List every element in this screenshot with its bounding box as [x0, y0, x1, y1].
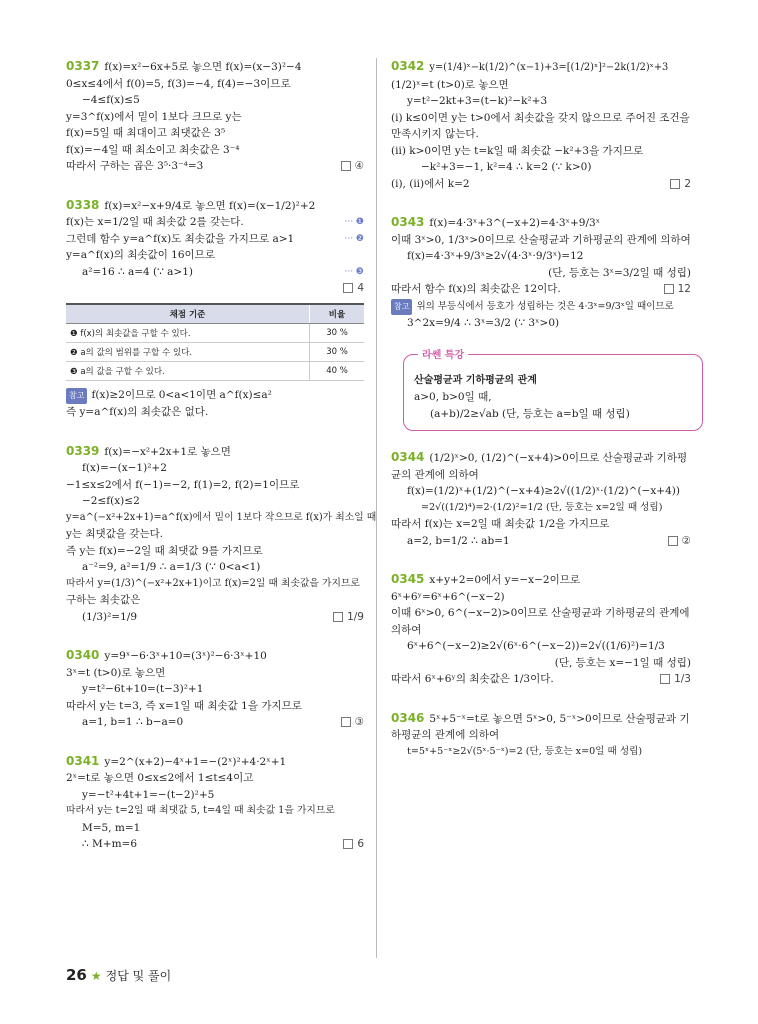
solution-line: 따라서 구하는 곱은 3⁵·3⁻⁴=3	[66, 160, 204, 172]
grading-ratio: 30 %	[310, 323, 365, 342]
solution-line: (i) k≤0이면 y는 t>0에서 최솟값을 갖지 않으므로 주어진 조건을 만족시키지 않는다.	[391, 111, 690, 140]
grading-criteria: ❷ a의 값의 범위를 구할 수 있다.	[66, 342, 310, 361]
answer-value: 6	[357, 838, 364, 850]
solution-line: f(x)=−4일 때 최소이고 최솟값은 3⁻⁴	[66, 143, 240, 156]
tip-line: (a+b)/2≥√ab (단, 등호는 a=b일 때 성립)	[430, 407, 630, 420]
answer-label	[343, 280, 364, 297]
solution-line: 이때 3ˣ>0, 1/3ˣ>0이므로 산술평균과 기하평균의 관계에 의하여	[391, 233, 691, 246]
tip-heading: 산술평균과 기하평균의 관계	[414, 374, 537, 386]
problem-0343	[391, 214, 691, 332]
star-icon: ★	[90, 969, 102, 983]
answer-box-icon	[668, 536, 678, 546]
answer-box-icon	[333, 612, 343, 622]
solution-line: (1/2)ˣ=t (t>0)로 놓으면	[391, 78, 509, 91]
grading-row	[66, 342, 364, 361]
solution-line: 따라서 y=(1/3)^(−x²+2x+1)이고 f(x)=2일 때 최솟값을 가지므로	[66, 577, 360, 589]
problem-number: 0343	[391, 215, 425, 229]
solution-line: f(x)=−(x−1)²+2	[82, 462, 167, 474]
problem-0345	[391, 571, 691, 688]
answer-value: 1/3	[674, 673, 691, 685]
solution-line: (단, 등호는 x=−1일 때 성립)	[554, 656, 691, 669]
solution-line: 0≤x≤4에서 f(0)=5, f(3)=−4, f(4)=−3이므로	[66, 77, 291, 90]
page-footer	[66, 966, 171, 984]
solution-line: 5ˣ+5⁻ˣ=t로 놓으면 5ˣ>0, 5⁻ˣ>0이므로 산술평균과 기하평균의 관계에 의하여	[391, 712, 690, 741]
problem-0341	[66, 753, 364, 853]
solution-line: t=5ˣ+5⁻ˣ≥2√(5ˣ·5⁻ˣ)=2 (단, 등호는 x=0일 때 성립)	[407, 745, 643, 757]
answer-box-icon	[343, 283, 353, 293]
solution-line: y는 최댓값을 갖는다.	[66, 528, 164, 540]
solution-line: −4≤f(x)≤5	[82, 94, 140, 106]
problem-0340	[66, 647, 364, 731]
problem-number: 0345	[391, 572, 425, 586]
problem-number: 0344	[391, 450, 425, 464]
grading-table	[66, 303, 364, 381]
answer-label	[660, 671, 691, 688]
problem-number: 0338	[66, 197, 100, 212]
grading-criteria: ❶ f(x)의 최솟값을 구할 수 있다.	[66, 323, 310, 342]
answer-label	[341, 714, 364, 731]
note-tag: 참고	[66, 388, 87, 405]
solution-line: −1≤x≤2에서 f(−1)=−2, f(1)=2, f(2)=1이므로	[66, 478, 300, 491]
solution-line: 6ˣ+6^(−x−2)≥2√(6ˣ·6^(−x−2))=2√((1/6)²)=1/3	[407, 640, 665, 652]
solution-line: f(x)=x²−x+9/4로 놓으면 f(x)=(x−1/2)²+2	[104, 199, 316, 212]
solution-line: 이때 6ˣ>0, 6^(−x−2)>0이므로 산술평균과 기하평균의 관계에 의하여	[391, 607, 690, 636]
solution-line: f(x)=4·3ˣ+3^(−x+2)=4·3ˣ+9/3ˣ	[429, 217, 601, 229]
answer-value: 2	[684, 177, 691, 190]
solution-line: f(x)=4·3ˣ+9/3ˣ≥2√(4·3ˣ·9/3ˣ)=12	[407, 250, 584, 262]
answer-label	[343, 836, 364, 853]
solution-line: f(x)=−x²+2x+1로 놓으면	[104, 445, 231, 458]
solution-line: y=9ˣ−6·3ˣ+10=(3ˣ)²−6·3ˣ+10	[104, 650, 267, 662]
solution-line: y=−t²+4t+1=−(t−2)²+5	[82, 788, 215, 801]
answer-box-icon	[670, 179, 680, 189]
grading-criteria: ❸ a의 값을 구할 수 있다.	[66, 361, 310, 380]
solution-line: y=a^(−x²+2x+1)=a^f(x)에서 밑이 1보다 작으므로 f(x)가 최소일 때	[66, 511, 377, 523]
note-line: f(x)≥2이므로 0<a<1이면 a^f(x)≤a²	[91, 388, 272, 401]
answer-value: 12	[677, 283, 691, 295]
solution-line: 3ˣ=t (t>0)로 놓으면	[66, 666, 166, 679]
answer-box-icon	[664, 284, 674, 294]
solution-line: y=a^f(x)의 최솟값이 16이므로	[66, 249, 215, 261]
problem-0337	[66, 58, 364, 175]
page-number: 26	[66, 966, 87, 984]
problem-number: 0339	[66, 443, 100, 458]
tip-box	[403, 349, 703, 432]
solution-line: f(x)=(1/2)ˣ+(1/2)^(−x+4)≥2√((1/2)ˣ·(1/2)^(−x+4))	[407, 485, 680, 497]
answer-value: ④	[354, 160, 364, 172]
grading-ratio: 30 %	[310, 342, 365, 361]
step-marker: ··· ❷	[344, 233, 364, 244]
solution-line: (i), (ii)에서 k=2	[391, 177, 470, 190]
solution-line: 2ˣ=t로 놓으면 0≤x≤2에서 1≤t≤4이고	[66, 772, 254, 784]
answer-label	[668, 533, 691, 550]
solution-line: 따라서 함수 f(x)의 최솟값은 12이다.	[391, 283, 561, 295]
solution-line: (단, 등호는 3ˣ=3/2일 때 성립)	[548, 266, 691, 279]
answer-box-icon	[341, 161, 351, 171]
solution-line: f(x)=x²−6x+5로 놓으면 f(x)=(x−3)²−4	[104, 61, 302, 73]
answer-box-icon	[343, 839, 353, 849]
solution-line: (1/3)²=1/9	[82, 610, 137, 623]
solution-line: a=2, b=1/2 ∴ ab=1	[407, 534, 510, 547]
solution-line: M=5, m=1	[82, 821, 141, 834]
left-column	[66, 58, 377, 875]
grading-ratio: 40 %	[310, 361, 365, 380]
answer-label	[670, 176, 691, 193]
tip-line: a>0, b>0일 때,	[414, 391, 492, 403]
note-line: 즉 y=a^f(x)의 최솟값은 없다.	[66, 406, 209, 418]
solution-line: =2√((1/2)⁴)=2·(1/2)²=1/2 (단, 등호는 x=2일 때 성립)	[421, 501, 663, 513]
problem-0346	[391, 710, 691, 761]
problem-number: 0341	[66, 753, 100, 768]
right-column	[391, 58, 691, 782]
solution-line: (ii) k>0이면 y는 t=k일 때 최솟값 −k²+3을 가지므로	[391, 144, 644, 157]
grading-header-ratio: 비율	[310, 304, 365, 324]
solution-line: x+y+2=0에서 y=−x−2이므로	[429, 574, 580, 586]
solution-line: y=(1/4)ˣ−k(1/2)^(x−1)+3=[(1/2)ˣ]²−2k(1/2)ˣ+3	[429, 62, 669, 73]
problem-number: 0340	[66, 648, 100, 662]
problem-number: 0346	[391, 710, 425, 725]
solution-line: −2≤f(x)≤2	[82, 495, 140, 507]
solution-line: 따라서 f(x)는 x=2일 때 최솟값 1/2을 가지므로	[391, 518, 610, 530]
grading-header-criteria: 채점 기준	[66, 304, 310, 324]
note-line: 3^2x=9/4 ∴ 3ˣ=3/2 (∵ 3ˣ>0)	[407, 317, 560, 329]
answer-value: ③	[354, 716, 364, 728]
solution-line: 따라서 6ˣ+6ʸ의 최솟값은 1/3이다.	[391, 673, 554, 685]
solution-line: 즉 y는 f(x)=−2일 때 최댓값 9를 가지므로	[66, 544, 263, 557]
solution-line: 따라서 y는 t=3, 즉 x=1일 때 최솟값 1을 가지므로	[66, 699, 302, 712]
note-line: 위의 부등식에서 등호가 성립하는 것은 4·3ˣ=9/3ˣ일 때이므로	[416, 300, 674, 312]
solution-line: 구하는 최솟값은	[66, 594, 141, 606]
tip-title: 라쎈 특강	[418, 346, 468, 361]
answer-label	[664, 281, 691, 298]
answer-value: 4	[357, 282, 364, 294]
answer-box-icon	[341, 717, 351, 727]
answer-label	[341, 158, 364, 175]
answer-label	[333, 609, 364, 626]
grading-row	[66, 361, 364, 380]
solution-line: y=2^(x+2)−4ˣ+1=−(2ˣ)²+4·2ˣ+1	[104, 755, 287, 768]
step-marker: ··· ❸	[344, 266, 364, 277]
problem-0339	[66, 443, 377, 626]
solution-line: ∴ M+m=6	[82, 838, 138, 850]
problem-0338	[66, 197, 364, 421]
answer-value: 1/9	[347, 610, 364, 623]
answer-box-icon	[660, 674, 670, 684]
solution-line: a⁻²=9, a²=1/9 ∴ a=1/3 (∵ 0<a<1)	[82, 561, 261, 573]
solution-line: y=t²−6t+10=(t−3)²+1	[82, 683, 204, 695]
solution-line: −k²+3=−1, k²=4 ∴ k=2 (∵ k>0)	[421, 161, 592, 173]
solution-line: 따라서 y는 t=2일 때 최댓값 5, t=4일 때 최솟값 1을 가지므로	[66, 805, 335, 816]
solution-line: y=3^f(x)에서 밑이 1보다 크므로 y는	[66, 110, 242, 123]
grading-row	[66, 323, 364, 342]
solution-line: a²=16 ∴ a=4 (∵ a>1)	[82, 265, 194, 278]
answer-value: ②	[681, 534, 691, 547]
solution-line: y=t²−2kt+3=(t−k)²−k²+3	[407, 95, 548, 107]
grading-table-header	[66, 304, 364, 324]
problem-number: 0337	[66, 59, 100, 73]
problem-number: 0342	[391, 59, 425, 73]
footer-label: 정답 및 풀이	[105, 969, 172, 983]
problem-0342	[391, 58, 691, 192]
solution-line: f(x)=5일 때 최대이고 최댓값은 3⁵	[66, 127, 226, 139]
note-tag: 참고	[391, 299, 412, 316]
column-divider	[376, 58, 377, 958]
solution-line: (1/2)ˣ>0, (1/2)^(−x+4)>0이므로 산술평균과 기하평균의 관계에 의하여	[391, 452, 688, 481]
step-marker: ··· ❶	[344, 217, 364, 227]
solution-line: 그런데 함수 y=a^f(x)도 최솟값을 가지므로 a>1	[66, 232, 295, 245]
solution-line: a=1, b=1 ∴ b−a=0	[82, 716, 184, 728]
solution-line: f(x)는 x=1/2일 때 최솟값 2를 갖는다.	[66, 216, 244, 228]
problem-0344	[391, 449, 691, 549]
solution-line: 6ˣ+6ʸ=6ˣ+6^(−x−2)	[391, 590, 505, 603]
